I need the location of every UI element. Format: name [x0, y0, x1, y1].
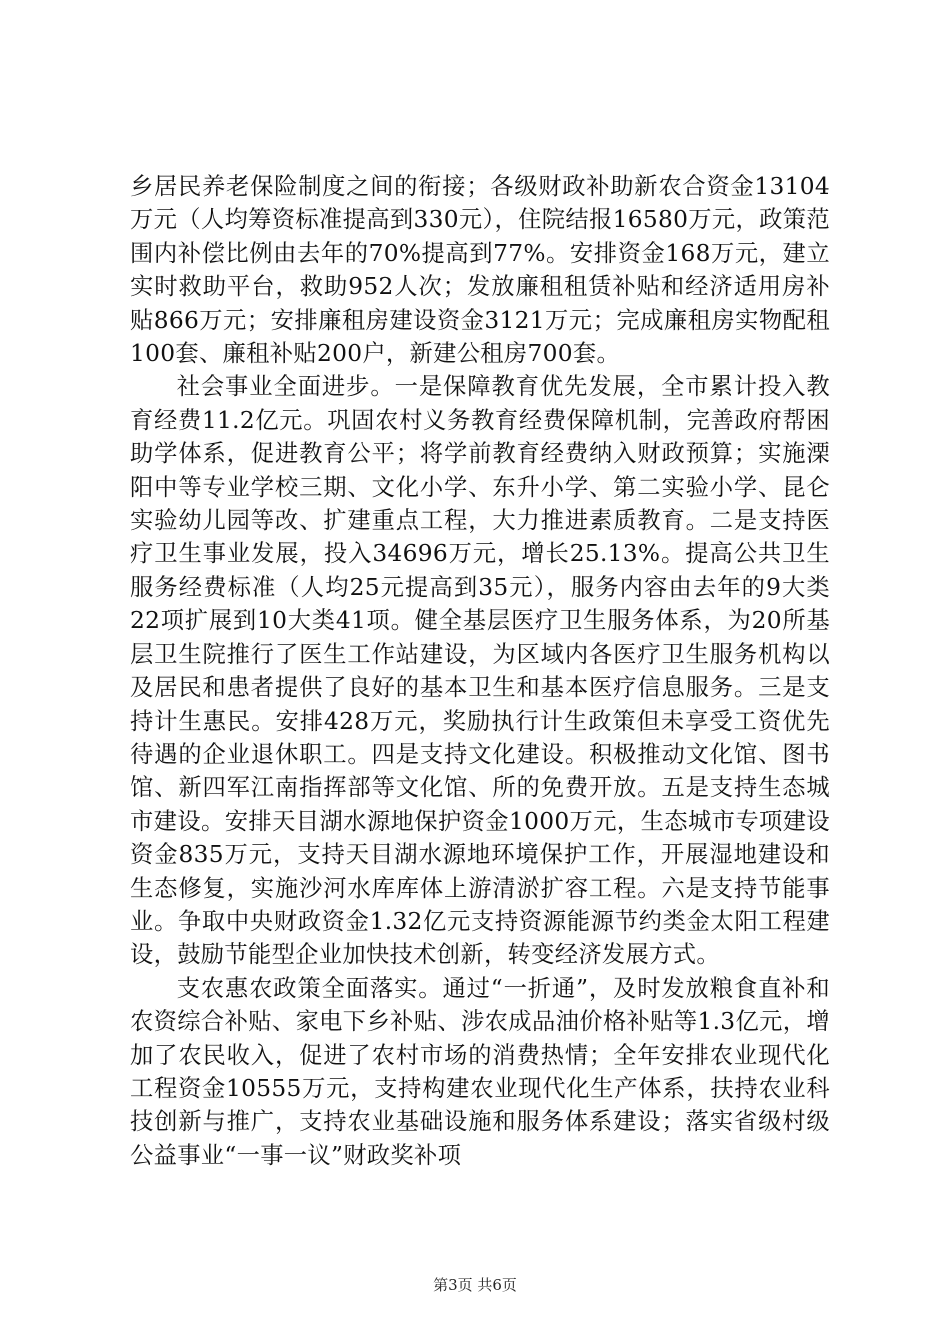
paragraph-1: 乡居民养老保险制度之间的衔接；各级财政补助新农合资金13104万元（人均筹资标准提高到330元），住院结报16580万元，政策范围内补偿比例由去年的70%提高到77%。安排资金168万元，建立实时救助平台，救助952人次；发放廉租租赁补贴和经济适用房补贴866万元；安排廉租房建设资金3121万元；完成廉租房实物配租100套、廉租补贴200户，新建公租房700套。	[130, 173, 830, 368]
paragraph-3: 支农惠农政策全面落实。通过“一折通”，及时发放粮食直补和农资综合补贴、家电下乡补贴、涉农成品油价格补贴等1.3亿元，增加了农民收入，促进了农村市场的消费热情；全年安排农业现代化工程资金10555万元，支持构建农业现代化生产体系，扶持农业科技创新与推广，支持农业基础设施和服务体系建设；落实省级村级公益事业“一事一议”财政奖补项	[130, 974, 830, 1169]
paragraph-2: 社会事业全面进步。一是保障教育优先发展，全市累计投入教育经费11.2亿元。巩固农村义务教育经费保障机制，完善政府帮困助学体系，促进教育公平；将学前教育经费纳入财政预算；实施溧阳中等专业学校三期、文化小学、东升小学、第二实验小学、昆仑实验幼儿园等改、扩建重点工程，大力推进素质教育。二是支持医疗卫生事业发展，投入34696万元，增长25.13%。提高公共卫生服务经费标准（人均25元提高到35元），服务内容由去年的9大类22项扩展到10大类41项。健全基层医疗卫生服务体系，为20所基层卫生院推行了医生工作站建设，为区域内各医疗卫生服务机构以及居民和患者提供了良好的基本卫生和基本医疗信息服务。三是支持计生惠民。安排428万元，奖励执行计生政策但未享受工资优先待遇的企业退休职工。四是支持文化建设。积极推动文化馆、图书馆、新四军江南指挥部等文化馆、所的免费开放。五是支持生态城市建设。安排天目湖水源地保护资金1000万元，生态城市专项建设资金835万元，支持天目湖水源地环境保护工作，开展湿地建设和生态修复，实施沙河水库库体上游清淤扩容工程。六是支持节能事业。争取中央财政资金1.32亿元支持资源能源节约类金太阳工程建设，鼓励节能型企业加快技术创新，转变经济发展方式。	[130, 373, 830, 969]
body-text	[130, 170, 830, 1172]
page-footer: 第3页 共6页	[433, 1276, 517, 1294]
